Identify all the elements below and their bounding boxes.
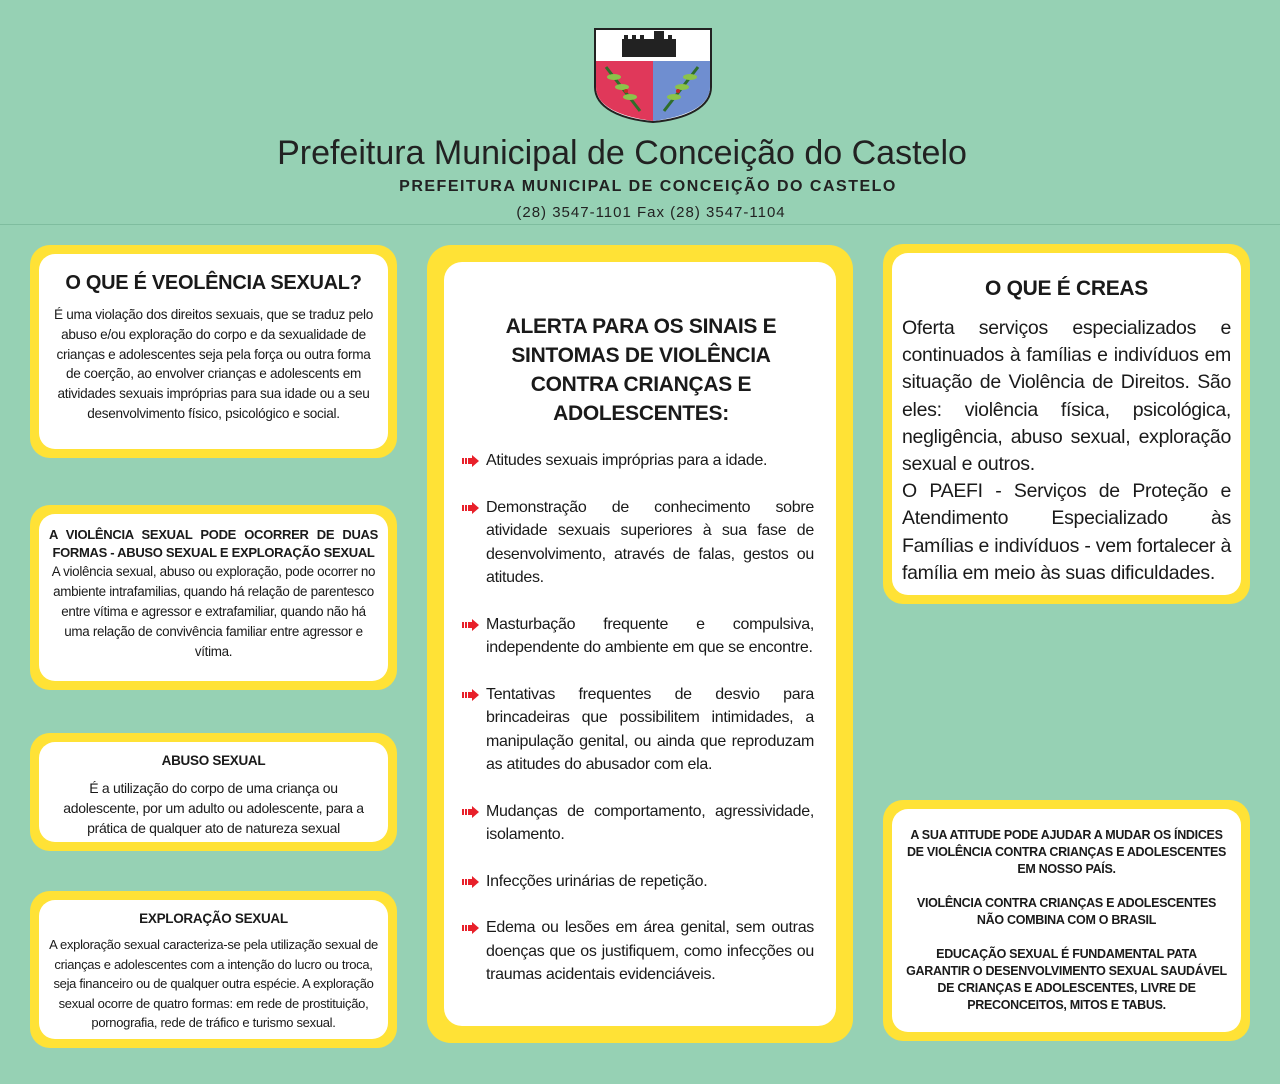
card-body: É a utilização do corpo de uma criança ou adolescente, por um adulto ou adolescente, para a prática de qualquer ato de natureza sexual [63,780,364,836]
list-item: Masturbação frequente e compulsiva, independente do ambiente em que se encontre. [454,613,814,660]
card-body-paefi: O PAEFI - Serviços de Proteção e Atendimento Especializado às Famílias e indivíduos - vem fortalecer à família em meio às suas dificuldades. [902,480,1231,584]
card-title: O QUE É CREAS [985,277,1148,300]
arrow-bullet-icon [462,806,479,818]
card-exploracao-sexual [30,891,397,1048]
card-abuso-sexual [30,733,397,851]
card-title: EXPLORAÇÃO SEXUAL [139,911,288,926]
arrow-bullet-icon [462,502,479,514]
list-item: Demonstração de conhecimento sobre atividade sexuais superiores à sua fase de desenvolvimento, através de falas, gestos ou atitudes. [454,496,814,590]
footer-paragraph: VIOLÊNCIA CONTRA CRIANÇAS E ADOLESCENTES NÃO COMBINA COM O BRASIL [916,896,1217,927]
list-item: Mudanças de comportamento, agressividade, isolamento. [454,800,814,847]
arrow-bullet-icon [462,455,479,467]
card-body: A violência sexual, abuso ou exploração, pode ocorrer no ambiente intrafamilias, quando há relação de parentesco entre vítima e agressor e extrafamiliar, quando não há uma relação de convivência familiar entre agressor e vítima. [51,564,376,659]
arrow-bullet-icon [462,619,479,631]
list-item: Edema ou lesões em área genital, sem outras doenças que os justifiquem, como infecções ou traumas acidentais evidenciáveis. [454,916,814,987]
card-alerta [427,245,853,1043]
card-title: A VIOLÊNCIA SEXUAL PODE OCORRER DE DUAS FORMAS - ABUSO SEXUAL E EXPLORAÇÃO SEXUAL [49,527,378,560]
arrow-bullet-icon [462,876,479,888]
arrow-bullet-icon [462,689,479,701]
card-violencia-sexual [30,245,397,458]
footer-paragraph: EDUCAÇÃO SEXUAL É FUNDAMENTAL PATA GARANTIR O DESENVOLVIMENTO SEXUAL SAUDÁVEL DE CRIANÇAS E ADOLESCENTES, LIVRE DE PRECONCEITOS, MITOS E TABUS. [906,947,1227,1012]
list-item: Infecções urinárias de repetição. [454,870,814,894]
page-subtitle: PREFEITURA MUNICIPAL DE CONCEIÇÃO DO CASTELO [399,178,897,195]
card-title: ABUSO SEXUAL [161,753,266,768]
card-body: É uma violação dos direitos sexuais, que se traduz pelo abuso e/ou exploração do corpo e da sexualidade de crianças e adolescentes seja pela força ou outra forma de coerção, ao envolver crianças e adolescents em atividades sexuais impróprias para sua idade ou a seu desenvolvimento físico, psicológico e social. [53,307,373,421]
footer-paragraph: A SUA ATITUDE PODE AJUDAR A MUDAR OS ÍNDICES DE VIOLÊNCIA CONTRA CRIANÇAS E ADOLESCENTES EM NOSSO PAÍS. [906,828,1227,876]
header-divider [0,224,1280,225]
card-title: O QUE É VEOLÊNCIA SEXUAL? [65,272,362,294]
list-item: Tentativas frequentes de desvio para brincadeiras que possibilitem intimidades, a manipulação genital, ou ainda que reproduzam as atitudes do abusador com ela. [454,683,814,777]
card-sua-atitude [883,800,1250,1041]
card-body: A exploração sexual caracteriza-se pela utilização sexual de crianças e adolescentes com a intenção do lucro ou troca, seja financeiro ou de qualquer outra espécie. A exploração sexual ocorre de quatro formas: em rede de prostituição, pornografia, rede de tráfico e turismo sexual. [49,937,378,1031]
list-item: Atitudes sexuais impróprias para a idade. [454,449,814,473]
phone-line: (28) 3547-1101 Fax (28) 3547-1104 [516,204,786,221]
alert-title: ALERTA PARA OS SINAIS E SINTOMAS DE VIOLÊNCIA CONTRA CRIANÇAS E ADOLESCENTES: [505,315,777,425]
card-body: Oferta serviços especializados e continuados à famílias e indivíduos em situação de Violência de Direitos. São eles: violência física, psicológica, negligência, abuso sexual, exploração sexual e outros. [902,317,1231,476]
arrow-bullet-icon [462,922,479,934]
alert-list [454,449,814,987]
page-title: Prefeitura Municipal de Conceição do Castelo [277,134,967,172]
coat-of-arms-icon [592,27,714,123]
card-creas [883,244,1250,604]
card-duas-formas [30,505,397,690]
